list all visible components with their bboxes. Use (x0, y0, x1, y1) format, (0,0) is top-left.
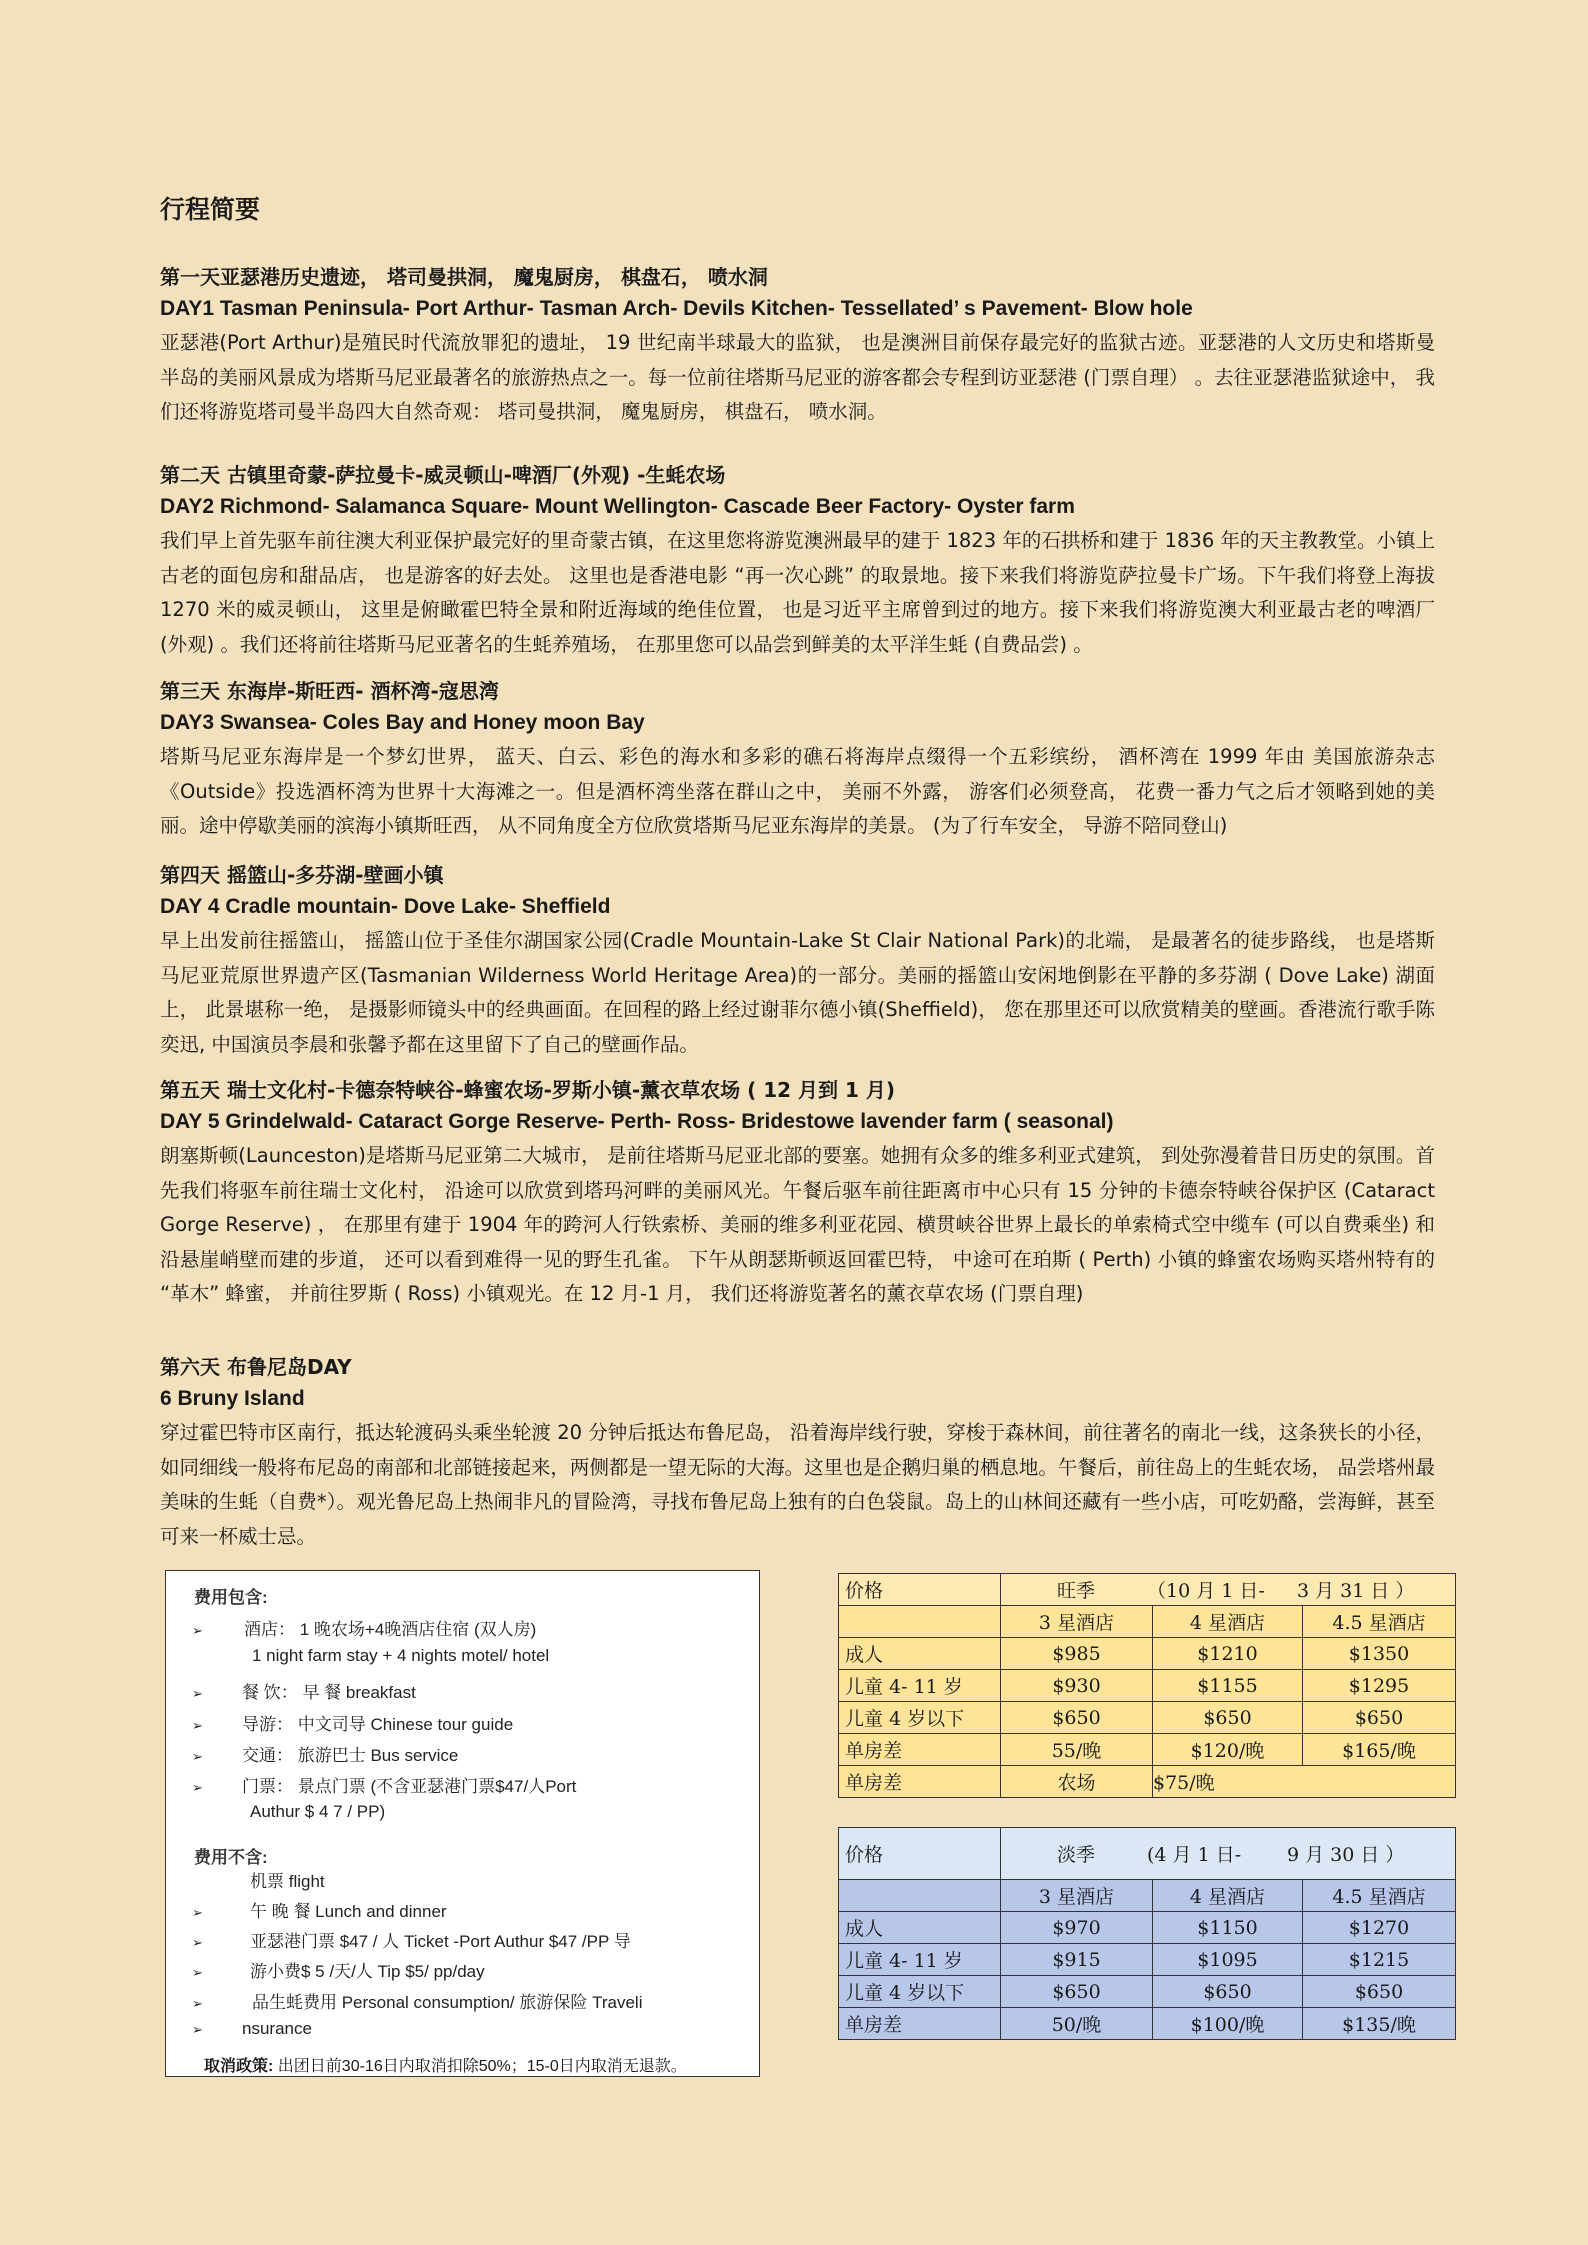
table-cell: 成人 (839, 1638, 1001, 1670)
table-cell: 单房差 (839, 1734, 1001, 1766)
table-cell: 儿童 4 岁以下 (839, 1702, 1001, 1734)
included-item: ➢ 餐 饮： 早 餐 breakfast (192, 1683, 416, 1702)
table-cell: $930 (1001, 1670, 1153, 1702)
arrow-icon: ➢ (192, 2022, 203, 2037)
table-cell: 儿童 4- 11 岁 (839, 1670, 1001, 1702)
day-heading-cn: 第五天 瑞士文化村-卡德奈特峡谷-蜂蜜农场-罗斯小镇-薰衣草农场 ( 12 月到 1 月) (160, 1078, 896, 1102)
table-cell: $75/晚 (1153, 1766, 1456, 1798)
day-description: 亚瑟港(Port Arthur)是殖民时代流放罪犯的遗址， 19 世纪南半球最大的监狱， 也是澳洲目前保存最完好的监狱古迹。亚瑟港的人文历史和塔斯曼半岛的美丽风景成为塔斯马尼亚最著名的旅游热点之一。每一位前往塔斯马尼亚的游客都会专程到访亚瑟港 (门票自理） 。去往亚瑟港监狱途中， 我们还将游览塔司曼半岛四大自然奇观： 塔司曼拱洞， 魔鬼厨房， 棋盘石， 喷水洞。 (160, 331, 1435, 423)
table-cell: 4.5 星酒店 (1303, 1880, 1456, 1912)
day-4-section (160, 860, 1435, 1062)
day-2-section (160, 460, 1435, 662)
excluded-item: ➢ 品生蚝费用 Personal consumption/ 旅游保险 Traveli (192, 1993, 643, 2012)
table-cell: $650 (1303, 1976, 1456, 2008)
day-heading-en: DAY2 Richmond- Salamanca Square- Mount Wellington- Cascade Beer Factory- Oyster farm (160, 495, 1075, 518)
policy-label: 取消政策: (204, 2058, 274, 2075)
table-row (839, 1734, 1456, 1766)
table-cell: $1095 (1153, 1944, 1303, 1976)
day-heading-cn: 第三天 东海岸-斯旺西- 酒杯湾-寇思湾 (160, 679, 499, 703)
table-cell (839, 1880, 1001, 1912)
included-heading: 费用包含: (194, 1588, 268, 1607)
excluded-heading: 费用不含: (194, 1848, 268, 1867)
policy-text: 出团日前30-16日内取消扣除50%；15-0日内取消无退款。 (277, 2058, 687, 2075)
table-cell: $650 (1001, 1702, 1153, 1734)
table-cell: $915 (1001, 1944, 1153, 1976)
included-item: Authur $ 4 7 / PP) (250, 1802, 386, 1821)
table-cell: 55/晚 (1001, 1734, 1153, 1766)
table-cell: 50/晚 (1001, 2008, 1153, 2040)
day-description: 早上出发前往摇篮山， 摇篮山位于圣佳尔湖国家公园(Cradle Mountain-Lake St Clair National Park)的北端， 是最著名的徒步路线， 也是塔斯马尼亚荒原世界遗产区(Tasmanian Wilderness World Heritage Area)的一部分。美丽的摇篮山安闲地倒影在平静的多芬湖 ( Dove Lake) 湖面上， 此景堪称一绝， 是摄影师镜头中的经典画面。在回程的路上经过谢菲尔德小镇(Sheffield)， 您在那里还可以欣赏精美的壁画。香港流行歌手陈奕迅, 中国演员李晨和张馨予都在这里留下了自己的壁画作品。 (160, 929, 1435, 1056)
included-item: ➢ 导游： 中文司导 Chinese tour guide (192, 1715, 514, 1734)
table-row (839, 2008, 1456, 2040)
day-heading-en: DAY1 Tasman Peninsula- Port Arthur- Tasman Arch- Devils Kitchen- Tessellated’ s Pavement- Blow hole (160, 297, 1193, 320)
table-cell: 3 星酒店 (1001, 1880, 1153, 1912)
table-cell: $985 (1001, 1638, 1153, 1670)
table-cell: 价格 (839, 1574, 1001, 1606)
page-title: 行程简要 (160, 195, 261, 224)
table-row (839, 1944, 1456, 1976)
table-cell: $1155 (1153, 1670, 1303, 1702)
table-cell: 单房差 (839, 2008, 1001, 2040)
day-description: 穿过霍巴特市区南行，抵达轮渡码头乘坐轮渡 20 分钟后抵达布鲁尼岛， 沿着海岸线行驶，穿梭于森林间，前往著名的南北一线，这条狭长的小径，如同细线一般将布尼岛的南部和北部链接起来，两侧都是一望无际的大海。这里也是企鹅归巢的栖息地。午餐后，前往岛上的生蚝农场， 品尝塔州最美味的生蚝（自费*）。观光鲁尼岛上热闹非凡的冒险湾，寻找布鲁尼岛上独有的白色袋鼠。岛上的山林间还藏有一些小店，可吃奶酪，尝海鲜，甚至可来一杯威士忌。 (160, 1421, 1435, 1548)
day-heading-en: DAY 4 Cradle mountain- Dove Lake- Sheffield (160, 895, 611, 918)
arrow-icon: ➢ (192, 1718, 203, 1733)
table-cell: $650 (1153, 1702, 1303, 1734)
day-heading-en: DAY3 Swansea- Coles Bay and Honey moon Bay (160, 711, 645, 734)
table-cell: 4.5 星酒店 (1303, 1606, 1456, 1638)
table-cell (839, 1606, 1001, 1638)
table-cell: $1270 (1303, 1912, 1456, 1944)
off-season-price-table (838, 1827, 1456, 2040)
table-cell: 成人 (839, 1912, 1001, 1944)
table-cell: 价格 (839, 1828, 1001, 1880)
table-cell: $970 (1001, 1912, 1153, 1944)
day-heading-cn: 第四天 摇篮山-多芬湖-壁画小镇 (160, 863, 444, 887)
table-header-row (839, 1828, 1456, 1880)
day-5-section (160, 1075, 1435, 1312)
table-cell: $1215 (1303, 1944, 1456, 1976)
table-row (839, 1880, 1456, 1912)
table-cell: 儿童 4- 11 岁 (839, 1944, 1001, 1976)
included-item: ➢ 门票： 景点门票 (不含亚瑟港门票$47/人Port (192, 1777, 577, 1796)
table-row (839, 1766, 1456, 1798)
day-heading-cn: 第六天 布鲁尼岛DAY (160, 1355, 352, 1379)
table-cell: 4 星酒店 (1153, 1606, 1303, 1638)
arrow-icon: ➢ (192, 1996, 203, 2011)
cancellation-policy (204, 2053, 687, 2076)
day-1-section (160, 262, 1435, 430)
table-cell: 3 星酒店 (1001, 1606, 1153, 1638)
excluded-item: ➢ 亚瑟港门票 $47 / 人 Ticket -Port Authur $47 /PP 导 (192, 1932, 631, 1951)
table-cell: $650 (1303, 1702, 1456, 1734)
included-item: 1 night farm stay + 4 nights motel/ hotel (252, 1646, 550, 1665)
day-heading-en: 6 Bruny Island (160, 1387, 305, 1410)
season-header: 淡季 (4 月 1 日- 9 月 30 日 ） (1001, 1828, 1456, 1880)
table-row (839, 1638, 1456, 1670)
table-cell: 农场 (1001, 1766, 1153, 1798)
table-cell: $650 (1153, 1976, 1303, 2008)
day-6-section (160, 1352, 1435, 1554)
day-description: 塔斯马尼亚东海岸是一个梦幻世界， 蓝天、白云、彩色的海水和多彩的礁石将海岸点缀得一个五彩缤纷， 酒杯湾在 1999 年由 美国旅游杂志《Outside》投选酒杯湾为世界十大海滩之一。但是酒杯湾坐落在群山之中， 美丽不外露， 游客们必须登高， 花费一番力气之后才领略到她的美丽。途中停歇美丽的滨海小镇斯旺西， 从不同角度全方位欣赏塔斯马尼亚东海岸的美景。 (为了行车安全， 导游不陪同登山) (160, 745, 1435, 837)
arrow-icon: ➢ (192, 1686, 203, 1701)
table-cell: $1295 (1303, 1670, 1456, 1702)
day-heading-cn: 第一天亚瑟港历史遗迹， 塔司曼拱洞， 魔鬼厨房， 棋盘石， 喷水洞 (160, 265, 768, 289)
table-cell: $650 (1001, 1976, 1153, 2008)
table-row (839, 1670, 1456, 1702)
table-cell: $165/晚 (1303, 1734, 1456, 1766)
table-cell: 4 星酒店 (1153, 1880, 1303, 1912)
table-cell: $135/晚 (1303, 2008, 1456, 2040)
table-row (839, 1606, 1456, 1638)
table-row (839, 1976, 1456, 2008)
arrow-icon: ➢ (192, 1935, 203, 1950)
excluded-item: ➢ nsurance (192, 2019, 312, 2038)
table-row (839, 1702, 1456, 1734)
arrow-icon: ➢ (192, 1749, 203, 1764)
excluded-item: 机票 flight (250, 1872, 325, 1891)
day-3-section (160, 676, 1435, 844)
day-heading-cn: 第二天 古镇里奇蒙-萨拉曼卡-威灵顿山-啤酒厂(外观) -生蚝农场 (160, 463, 726, 487)
excluded-item: ➢ 午 晚 餐 Lunch and dinner (192, 1902, 447, 1921)
arrow-icon: ➢ (192, 1780, 203, 1795)
table-cell: 儿童 4 岁以下 (839, 1976, 1001, 2008)
arrow-icon: ➢ (192, 1905, 203, 1920)
table-cell: $120/晚 (1153, 1734, 1303, 1766)
table-cell: $100/晚 (1153, 2008, 1303, 2040)
day-description: 我们早上首先驱车前往澳大利亚保护最完好的里奇蒙古镇，在这里您将游览澳洲最早的建于 1823 年的石拱桥和建于 1836 年的天主教教堂。小镇上古老的面包房和甜品店， 也是游客的好去处。 这里也是香港电影 “再一次心跳” 的取景地。接下来我们将游览萨拉曼卡广场。下午我们将登上海拔 1270 米的威灵顿山， 这里是俯瞰霍巴特全景和附近海域的绝佳位置， 也是习近平主席曾到过的地方。接下来我们将游览澳大利亚最古老的啤酒厂 (外观) 。我们还将前往塔斯马尼亚著名的生蚝养殖场， 在那里您可以品尝到鲜美的太平洋生蚝 (自费品尝) 。 (160, 529, 1435, 656)
included-item: ➢ 酒店： 1 晚农场+4晚酒店住宿 (双人房) (192, 1620, 537, 1639)
table-cell: 单房差 (839, 1766, 1001, 1798)
season-header: 旺季 （10 月 1 日- 3 月 31 日 ） (1001, 1574, 1456, 1606)
included-item: ➢ 交通： 旅游巴士 Bus service (192, 1746, 459, 1765)
table-row (839, 1912, 1456, 1944)
table-cell: $1150 (1153, 1912, 1303, 1944)
arrow-icon: ➢ (192, 1623, 203, 1638)
excluded-item: ➢ 游小费$ 5 /天/人 Tip $5/ pp/day (192, 1962, 485, 1981)
arrow-icon: ➢ (192, 1965, 203, 1980)
table-header-row (839, 1574, 1456, 1606)
table-cell: $1350 (1303, 1638, 1456, 1670)
table-cell: $1210 (1153, 1638, 1303, 1670)
peak-season-price-table (838, 1573, 1456, 1798)
fees-box (165, 1570, 760, 2077)
day-description: 朗塞斯顿(Launceston)是塔斯马尼亚第二大城市， 是前往塔斯马尼亚北部的要塞。她拥有众多的维多利亚式建筑， 到处弥漫着昔日历史的氛围。首先我们将驱车前往瑞士文化村， 沿途可以欣赏到塔玛河畔的美丽风光。午餐后驱车前往距离市中心只有 15 分钟的卡德奈特峡谷保护区 (Cataract Gorge Reserve) ， 在那里有建于 1904 年的跨河人行铁索桥、美丽的维多利亚花园、横贯峡谷世界上最长的单索椅式空中缆车 (可以自费乘坐) 和沿悬崖峭壁而建的步道， 还可以看到难得一见的野生孔雀。 下午从朗瑟斯顿返回霍巴特， 中途可在珀斯 ( Perth) 小镇的蜂蜜农场购买塔州特有的 “革木” 蜂蜜， 并前往罗斯 ( Ross) 小镇观光。在 12 月-1 月， 我们还将游览著名的薰衣草农场 (门票自理) (160, 1144, 1435, 1305)
day-heading-en: DAY 5 Grindelwald- Cataract Gorge Reserve- Perth- Ross- Bridestowe lavender farm ( seasonal) (160, 1110, 1114, 1133)
